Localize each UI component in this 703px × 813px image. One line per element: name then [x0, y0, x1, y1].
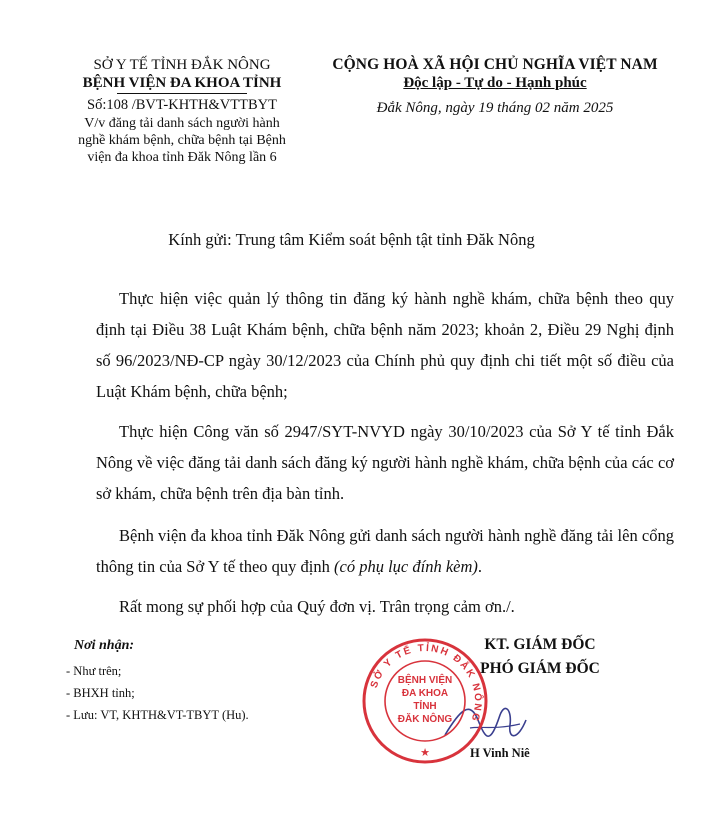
addressee: Kính gửi: Trung tâm Kiểm soát bệnh tật tỉnh Đăk Nông — [168, 230, 535, 249]
paragraph-text: Rất mong sự phối hợp của Quý đơn vị. Trân trọng cảm ơn./. — [119, 597, 515, 616]
document-subject — [52, 115, 312, 166]
body-paragraph-4 — [96, 591, 674, 622]
agency-name: SỞ Y TẾ TỈNH ĐẮK NÔNG — [93, 57, 271, 73]
stamp-center-line: ĐA KHOA — [401, 688, 449, 699]
signature-role-1: KT. GIÁM ĐỐC — [484, 636, 596, 653]
subject-line: viện đa khoa tỉnh Đăk Nông lần 6 — [87, 150, 277, 165]
paragraph-end: . — [477, 557, 483, 576]
stamp-center-line: BỆNH VIỆN — [397, 675, 453, 686]
recipient-item: - Lưu: VT, KHTH&VT-TBYT (Hu). — [66, 708, 249, 722]
recipients-title: Nơi nhận: — [74, 638, 135, 653]
stamp-ring-text: SỞ Y TẾ TỈNH ĐẮK NÔNG — [368, 642, 484, 725]
header-divider — [117, 93, 247, 94]
attachment-note: (có phụ lục đính kèm) — [334, 557, 478, 576]
national-header — [300, 56, 690, 117]
body-paragraph-3 — [96, 520, 674, 582]
signature-role-2: PHÓ GIÁM ĐỐC — [480, 660, 600, 677]
recipient-item: - Như trên; — [66, 664, 122, 678]
document-number: Số:108 /BVT-KHTH&VTTBYT — [87, 97, 277, 113]
subject-line: nghề khám bệnh, chữa bệnh tại Bệnh — [78, 133, 286, 148]
document-date: Đắk Nông, ngày 19 tháng 02 năm 2025 — [376, 100, 614, 116]
body-paragraph-1 — [96, 283, 674, 407]
national-motto: Độc lập - Tự do - Hạnh phúc — [403, 75, 587, 91]
signer-name: H Vinh Niê — [470, 746, 530, 760]
stamp-center-line: TỈNH — [413, 701, 437, 712]
paragraph-text — [96, 520, 674, 582]
stamp-center-line: ĐĂK NÔNG — [397, 714, 453, 725]
recipients-list — [66, 660, 249, 726]
hospital-name: BỆNH VIỆN ĐA KHOA TỈNH — [82, 75, 282, 91]
subject-line: V/v đăng tải danh sách người hành — [84, 116, 280, 131]
body-paragraph-2 — [96, 416, 674, 509]
national-title: CỘNG HOÀ XÃ HỘI CHỦ NGHĨA VIỆT NAM — [332, 56, 658, 73]
paragraph-main: Bệnh viện đa khoa tỉnh Đăk Nông gửi danh sách người hành nghề đăng tải lên cổng thông tin của Sở Y tế theo quy định — [96, 526, 674, 576]
paragraph-text: Thực hiện việc quản lý thông tin đăng ký hành nghề khám, chữa bệnh theo quy định tại Điều 38 Luật Khám bệnh, chữa bệnh năm 2023; khoản 2, Điều 29 Nghị định số 96/2023/NĐ-CP ngày 30/12/2023 của Chính phủ quy định chi tiết một số điều của Luật Khám bệnh, chữa bệnh; — [96, 289, 674, 401]
star-icon: ★ — [420, 747, 430, 759]
paragraph-text: Thực hiện Công văn số 2947/SYT-NVYD ngày 30/10/2023 của Sở Y tế tỉnh Đắk Nông về việc đăng tải danh sách đăng ký người hành nghề khám, chữa bệnh của các cơ sở khám, chữa bệnh trên địa bàn tỉnh. — [96, 422, 674, 503]
recipient-item: - BHXH tỉnh; — [66, 686, 135, 700]
issuer-header — [52, 56, 312, 166]
